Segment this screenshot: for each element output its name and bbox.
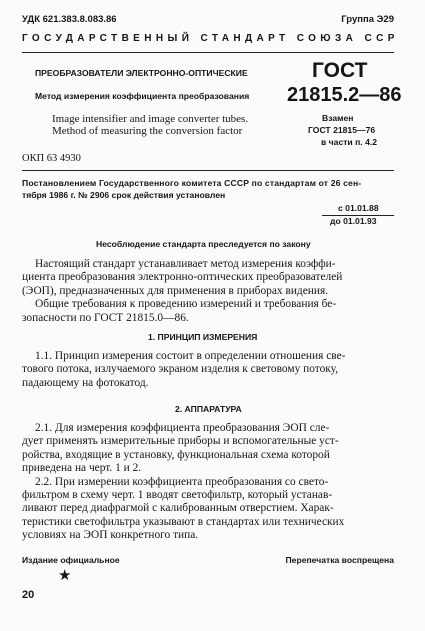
section2-line: теристики светофильтра указывают в стандартах или технических (22, 515, 345, 528)
section2-line: 2.1. Для измерения коэффициента преобразования ЭОП сле- (35, 422, 330, 434)
section2-line: дует применять измерительные приборы и вспомогательные уст- (22, 435, 339, 448)
intro-line: (ЭОП), предназначенных для применения в приборах видения. (22, 284, 329, 297)
section2-line: приведена на черт. 1 и 2. (22, 462, 142, 475)
decree-line1: Постановлением Государственного комитета СССР по стандартам от 26 сен- (22, 178, 362, 188)
section2-line: ройства, входящие в установку, функциональная схема которой (22, 448, 330, 461)
section2-line: 2.2. При измерении коэффициента преобразования со свето- (35, 475, 329, 488)
validity-to: до 01.01.93 (330, 216, 377, 226)
gost-label: ГОСТ (312, 59, 368, 82)
gost-number: 21815.2—86 (287, 84, 402, 106)
replaces-standard: ГОСТ 21815—76 (308, 125, 376, 135)
section2-block (22, 422, 394, 543)
organization-banner: ГОСУДАРСТВЕННЫЙ СТАНДАРТ СОЮЗА ССР (22, 33, 399, 44)
compliance-notice: Несоблюдение стандарта преследуется по закону (96, 239, 311, 249)
intro-block (22, 258, 394, 325)
section2-line: ливают перед диафрагмой с калиброванным отверстием. Харак- (22, 502, 334, 515)
okp-code: ОКП 63 4930 (22, 153, 81, 164)
intro-line: Общие требования к проведению измерений и требования бе- (35, 298, 337, 311)
validity-from: с 01.01.88 (338, 203, 379, 213)
section1-line: падающему на фотокатод. (22, 376, 149, 389)
section2-line: условиях на ЭОП конкретного типа. (22, 529, 199, 542)
star-icon: ★ (58, 568, 72, 584)
intro-line: циента преобразования электронно-оптических преобразователей (22, 271, 343, 284)
official-edition: Издание официальное (22, 555, 120, 565)
section1-block (22, 350, 394, 390)
title-ru-sub: Метод измерения коэффициента преобразования (35, 91, 250, 101)
section1-heading: 1. ПРИНЦИП ИЗМЕРЕНИЯ (148, 332, 258, 342)
title-en-line1: Image intensifier and image converter tubes. (52, 113, 249, 125)
title-en-line2: Method of measuring the conversion factor (52, 125, 243, 137)
page-number: 20 (22, 589, 35, 601)
section1-line: тового потока, излучаемого экраном изделия к световому потоку, (22, 363, 339, 376)
group-code: Группа Э29 (341, 14, 394, 25)
reprint-notice: Перепечатка воспрещена (285, 555, 394, 565)
replaces-label: Взамен (322, 113, 354, 123)
section1-line: 1.1. Принцип измерения состоит в определении отношения све- (35, 350, 346, 362)
replaces-part: в части п. 4.2 (321, 137, 378, 147)
intro-line: зопасности по ГОСТ 21815.0—86. (22, 311, 189, 324)
okp-rule (22, 170, 394, 171)
decree-line2: тября 1986 г. № 2906 срок действия установлен (22, 190, 226, 200)
title-ru-main: ПРЕОБРАЗОВАТЕЛИ ЭЛЕКТРОННО-ОПТИЧЕСКИЕ (35, 68, 248, 78)
intro-line: Настоящий стандарт устанавливает метод измерения коэффи- (35, 258, 336, 270)
header-rule (22, 52, 394, 53)
udk-code: УДК 621.383.8.083.86 (22, 14, 117, 25)
section2-line: фильтром в схему черт. 1 вводят светофильтр, который устанав- (22, 489, 333, 502)
section2-heading: 2. АППАРАТУРА (175, 404, 242, 414)
